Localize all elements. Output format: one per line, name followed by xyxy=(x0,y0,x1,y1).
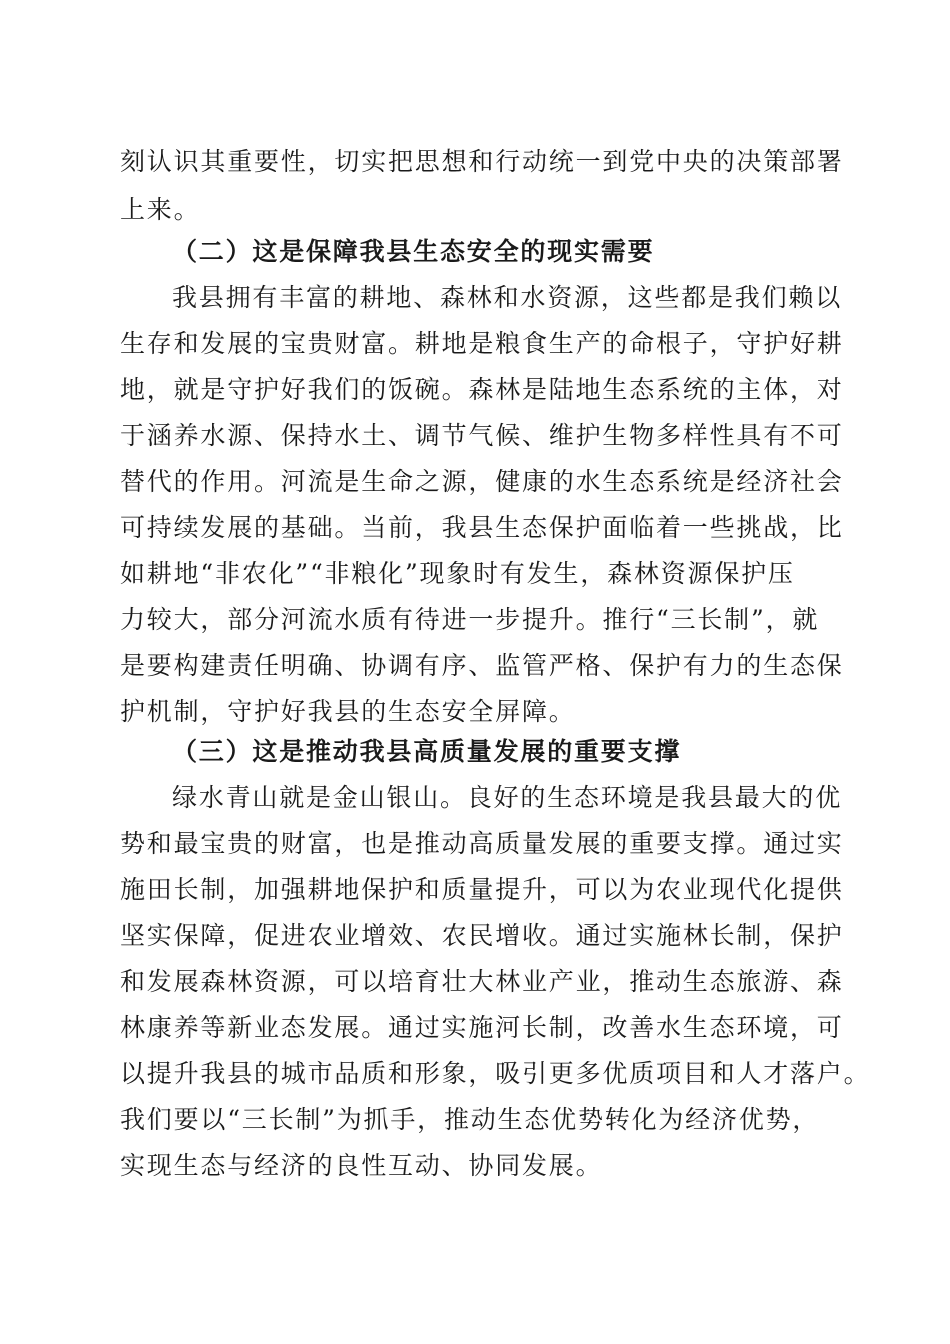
text-line: 势和最宝贵的财富，也是推动高质量发展的重要支撑。通过实 xyxy=(120,829,844,858)
text-line: 地，就是守护好我们的饭碗。森林是陆地生态系统的主体，对 xyxy=(120,375,844,404)
text-line: 以提升我县的城市品质和形象，吸引更多优质项目和人才落户。 xyxy=(120,1059,871,1088)
text-line: 是要构建责任明确、协调有序、监管严格、保护有力的生态保 xyxy=(120,651,844,680)
text-line: 绿水青山就是金山银山。良好的生态环境是我县最大的优 xyxy=(172,783,843,812)
section-heading-2: （二）这是保障我县生态安全的现实需要 xyxy=(172,237,655,266)
text-line: 上来。 xyxy=(120,195,201,224)
text-line: 我们要以“三长制”为抓手，推动生态优势转化为经济优势， xyxy=(120,1105,820,1134)
text-line: 林康养等新业态发展。通过实施河长制，改善水生态环境，可 xyxy=(120,1013,844,1042)
text-line: 坚实保障，促进农业增效、农民增收。通过实施林长制，保护 xyxy=(120,921,844,950)
text-line: 刻认识其重要性，切实把思想和行动统一到党中央的决策部署 xyxy=(120,147,844,176)
section-heading-3: （三）这是推动我县高质量发展的重要支撑 xyxy=(172,737,682,766)
text-line: 我县拥有丰富的耕地、森林和水资源，这些都是我们赖以 xyxy=(172,283,843,312)
text-line: 如耕地“非农化”“非粮化”现象时有发生，森林资源保护压 xyxy=(120,559,795,588)
text-line: 于涵养水源、保持水土、调节气候、维护生物多样性具有不可 xyxy=(120,421,844,450)
text-line: 生存和发展的宝贵财富。耕地是粮食生产的命根子，守护好耕 xyxy=(120,329,844,358)
text-line: 施田长制，加强耕地保护和质量提升，可以为农业现代化提供 xyxy=(120,875,844,904)
text-line: 可持续发展的基础。当前，我县生态保护面临着一些挑战，比 xyxy=(120,513,844,542)
text-line: 替代的作用。河流是生命之源，健康的水生态系统是经济社会 xyxy=(120,467,844,496)
text-line: 和发展森林资源，可以培育壮大林业产业，推动生态旅游、森 xyxy=(120,967,844,996)
text-line: 力较大，部分河流水质有待进一步提升。推行“三长制”，就 xyxy=(120,605,820,634)
text-line: 实现生态与经济的良性互动、协同发展。 xyxy=(120,1151,603,1180)
text-line: 护机制，守护好我县的生态安全屏障。 xyxy=(120,697,576,726)
